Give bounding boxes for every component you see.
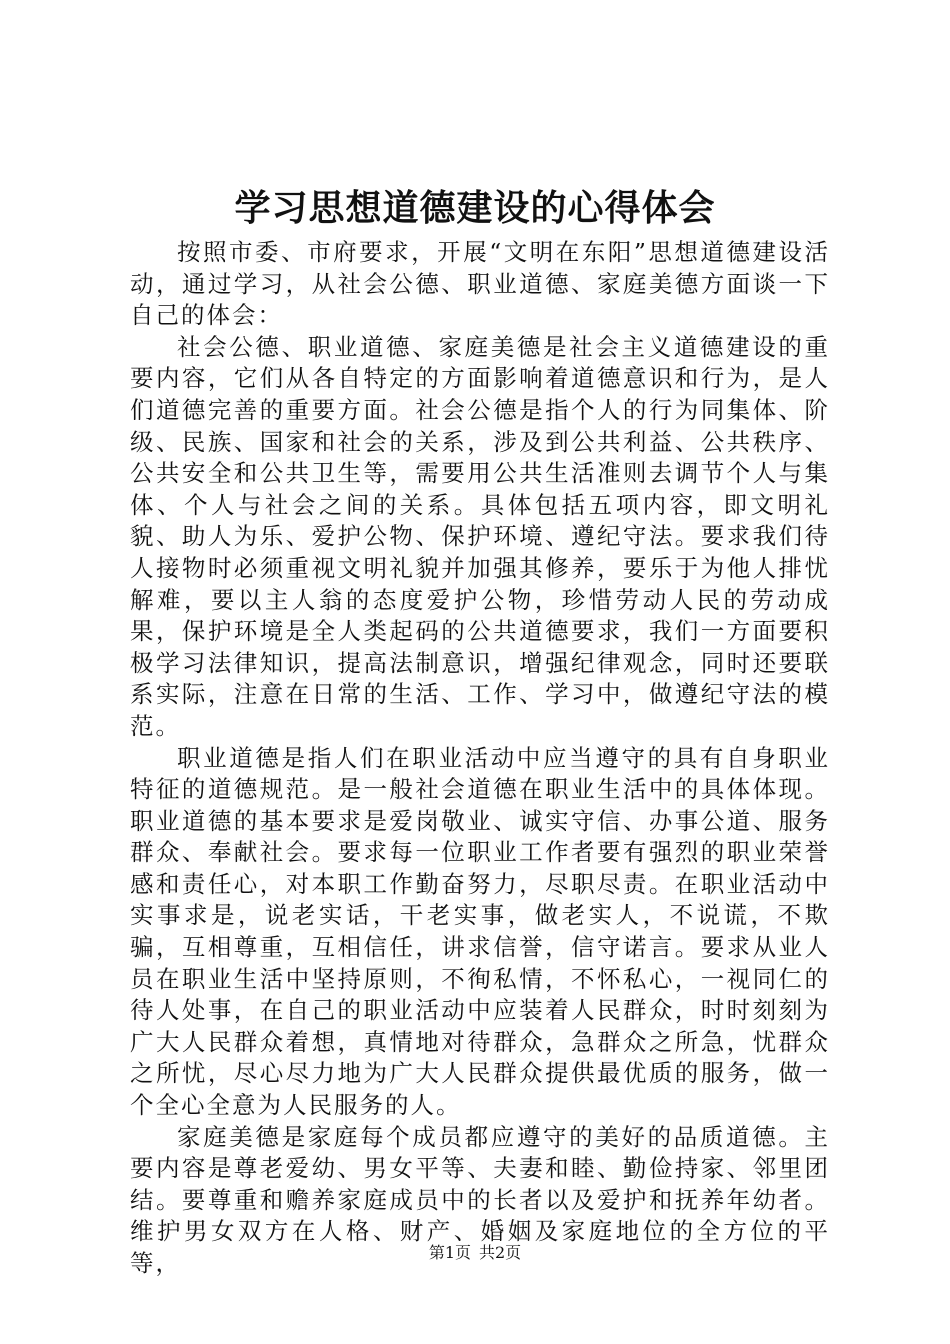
page-footer (0, 1243, 950, 1263)
paragraph-family-virtues: 家庭美德是家庭每个成员都应遵守的美好的品质道德。主要内容是尊老爱幼、男女平等、夫妻和睦、勤俭持家、邻里团结。要尊重和赡养家庭成员中的长者以及爱护和抚养年幼者。维护男女双方在人格、财产、婚姻及家庭地位的全方位的平等， (130, 1122, 830, 1277)
page-total: 共2页 (479, 1243, 522, 1262)
paragraph-professional-ethics: 职业道德是指人们在职业活动中应当遵守的具有自身职业特征的道德规范。是一般社会道德在职业生活中的具体体现。职业道德的基本要求是爱岗敬业、诚实守信、办事公道、服务群众、奉献社会。要求每一位职业工作者要有强烈的职业荣誉感和责任心，对本职工作勤奋努力，尽职尽责。在职业活动中实事求是，说老实话，干老实事，做老实人，不说谎，不欺骗，互相尊重，互相信任，讲求信誉，信守诺言。要求从业人员在职业生活中坚持原则，不徇私情，不怀私心，一视同仁的待人处事，在自己的职业活动中应装着人民群众，时时刻刻为广大人民群众着想，真情地对待群众，急群众之所急，忧群众之所忧，尽心尽力地为广大人民群众提供最优质的服务，做一个全心全意为人民服务的人。 (130, 743, 830, 1120)
document-body (130, 237, 830, 1280)
document-title: 学习思想道德建设的心得体会 (234, 187, 716, 229)
paragraph-social-morality: 社会公德、职业道德、家庭美德是社会主义道德建设的重要内容，它们从各自特定的方面影响着道德意识和行为，是人们道德完善的重要方面。社会公德是指个人的行为同集体、阶级、民族、国家和社会的关系，涉及到公共利益、公共秩序、公共安全和公共卫生等，需要用公共生活准则去调节个人与集体、个人与社会之间的关系。具体包括五项内容，即文明礼貌、助人为乐、爱护公物、保护环境、遵纪守法。要求我们待人接物时必须重视文明礼貌并加强其修养，要乐于为他人排忧解难，要以主人翁的态度爱护公物，珍惜劳动人民的劳动成果，保护环境是全人类起码的公共道德要求，我们一方面要积极学习法律知识，提高法制意识，增强纪律观念，同时还要联系实际，注意在日常的生活、工作、学习中，做遵纪守法的模范。 (130, 332, 830, 740)
paragraph-intro: 按照市委、市府要求，开展“文明在东阳”思想道德建设活动，通过学习，从社会公德、职业道德、家庭美德方面谈一下自己的体会： (130, 238, 830, 330)
page-number: 第1页 (428, 1243, 471, 1262)
